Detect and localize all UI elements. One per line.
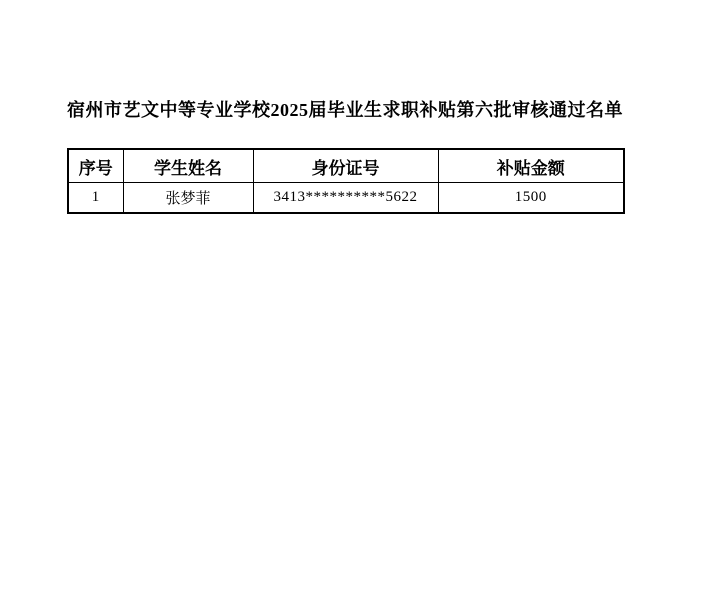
cell-serial-number: 1: [68, 183, 123, 214]
header-student-name: 学生姓名: [123, 149, 253, 183]
page-title: 宿州市艺文中等专业学校2025届毕业生求职补贴第六批审核通过名单: [67, 100, 623, 120]
cell-subsidy-amount: 1500: [438, 183, 624, 214]
header-serial-number: 序号: [68, 149, 123, 183]
header-subsidy-amount: 补贴金额: [438, 149, 624, 183]
table-header-row: [68, 149, 624, 183]
table-row: [68, 183, 624, 214]
cell-student-name: 张梦菲: [123, 183, 253, 214]
subsidy-roster-table: [67, 148, 625, 214]
header-id-number: 身份证号: [253, 149, 438, 183]
cell-id-number: 3413**********5622: [253, 183, 438, 214]
document-content: [67, 0, 623, 214]
